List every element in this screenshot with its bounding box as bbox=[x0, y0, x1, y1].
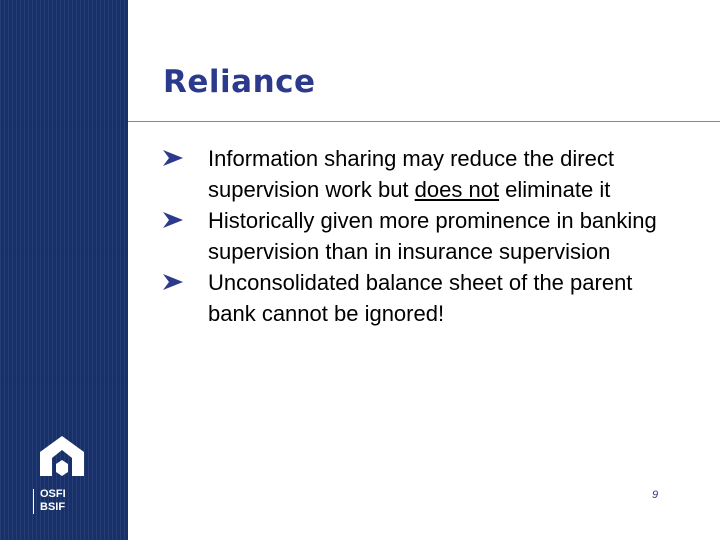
arrow-bullet-icon bbox=[162, 210, 184, 230]
arrow-bullet-icon bbox=[162, 148, 184, 168]
logo-text bbox=[40, 488, 88, 514]
arrow-bullet-icon bbox=[162, 272, 184, 292]
bullet-item bbox=[162, 143, 682, 205]
logo-line-bsif: BSIF bbox=[40, 501, 66, 513]
sidebar-band bbox=[0, 0, 128, 540]
logo-separator bbox=[33, 489, 34, 514]
page-number: 9 bbox=[652, 489, 659, 501]
logo-line-osfi: OSFI bbox=[40, 488, 66, 500]
bullet-list bbox=[162, 143, 682, 329]
title-divider bbox=[128, 121, 720, 122]
bullet-text: Historically given more prominence in banking supervision than in insurance supervision bbox=[208, 208, 657, 264]
bullet-item bbox=[162, 205, 682, 267]
bullet-text-tail: eliminate it bbox=[499, 177, 611, 202]
slide-title: Reliance bbox=[163, 64, 316, 100]
bullet-text-underlined: does not bbox=[414, 177, 500, 202]
bullet-text: Unconsolidated balance sheet of the parent bank cannot be ignored! bbox=[208, 270, 633, 326]
bullet-item bbox=[162, 267, 682, 329]
bullet-text: Information sharing may reduce the direct supervision work but bbox=[208, 146, 614, 202]
